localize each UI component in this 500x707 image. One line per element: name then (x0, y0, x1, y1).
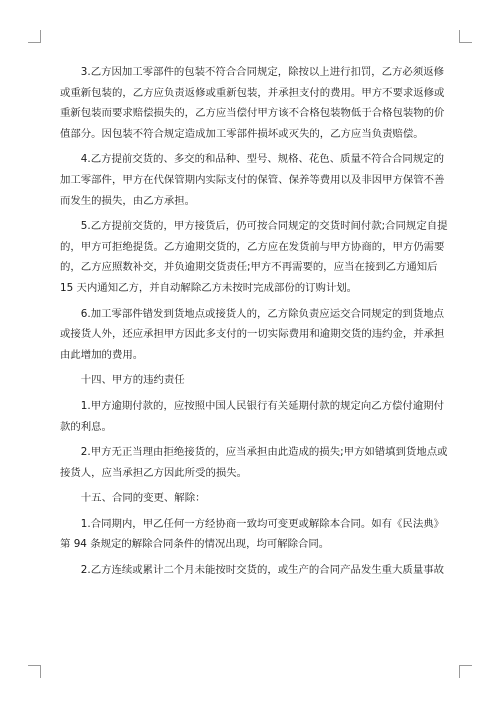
crop-mark-top-left (28, 30, 41, 43)
paragraph (60, 149, 445, 211)
crop-mark-bottom-left (28, 665, 41, 678)
text-line: 15 天内通知乙方，并自动解除乙方未按时完成部份的订购计划。 (60, 281, 358, 294)
paragraph (60, 514, 444, 555)
paragraph (60, 396, 444, 437)
text-line: 3.乙方因加工零部件的包装不符合合同规定，除按以上进行扣罚，乙方必须返修 (80, 66, 444, 78)
text-line: 的，甲方可拒绝提货。乙方逾期交货的，乙方应在发货前与甲方协商的，甲方仍需要 (60, 240, 445, 253)
text-line: 重新包装而要求赔偿损失的，乙方应当偿付甲方该不合格包装物低于合格包装物的价 (60, 107, 445, 120)
paragraph (60, 442, 448, 483)
crop-mark-top-right (459, 30, 472, 43)
text-line: 6.加工零部件错发到货地点或接货人的，乙方除负责应运交合同规定的到货地点 (80, 307, 444, 320)
text-line: 5.乙方提前交货的，甲方接货后，仍可按合同规定的交货时间付款;合同规定自提 (80, 220, 448, 233)
text-line: 十四、甲方的违约责任 (80, 374, 185, 387)
text-line: 2.甲方无正当理由拒绝接货的，应当承担由此造成的损失;甲方如错填到货地点或 (80, 446, 448, 459)
text-line: 1.合同期内，甲乙任何一方经协商一致均可变更或解除本合同。如有《民法典》 (80, 517, 444, 530)
paragraph (60, 304, 445, 366)
text-line: 或重新包装的，乙方应负责返修或重新包装，并承担支付的费用。甲方不要求返修或 (60, 86, 445, 99)
crop-mark-bottom-right (459, 665, 472, 678)
paragraph (60, 370, 440, 391)
text-line: 款的利息。 (60, 420, 112, 433)
text-line: 或接货人外，还应承担甲方因此多支付的一切实际费用和逾期交货的违约金，并承担 (60, 328, 445, 341)
text-line: 的，乙方应照数补交，并负逾期交货责任;甲方不再需要的，应当在接到乙方通知后 (60, 261, 438, 274)
text-line: 而发生的损失，由乙方承担。 (60, 194, 196, 207)
paragraph (60, 560, 444, 581)
text-line: 4.乙方提前交货的、多交的和品种、型号、规格、花色、质量不符合合同规定的 (80, 153, 444, 166)
text-line: 1.甲方逾期付款的，应按照中国人民银行有关延期付款的规定向乙方偿付逾期付 (80, 399, 444, 412)
paragraph (60, 488, 440, 509)
paragraph (60, 216, 448, 298)
text-line: 值部分。因包装不符合规定造成加工零部件损坏或灭失的，乙方应当负责赔偿。 (60, 127, 424, 140)
text-line: 加工零部件，甲方在代保管期内实际支付的保管、保养等费用以及非因甲方保管不善 (60, 173, 445, 186)
text-line: 由此增加的费用。 (60, 348, 144, 361)
text-line: 第 94 条规定的解除合同条件的情况出现，均可解除合同。 (60, 538, 330, 551)
text-line: 接货人，应当承担乙方因此所受的损失。 (60, 466, 248, 479)
text-line: 2.乙方连续或累计二个月未能按时交货的，或生产的合同产品发生重大质量事故 (80, 564, 444, 577)
text-line: 十五、合同的变更、解除： (80, 492, 206, 505)
document-body (60, 62, 448, 586)
paragraph (60, 62, 445, 144)
